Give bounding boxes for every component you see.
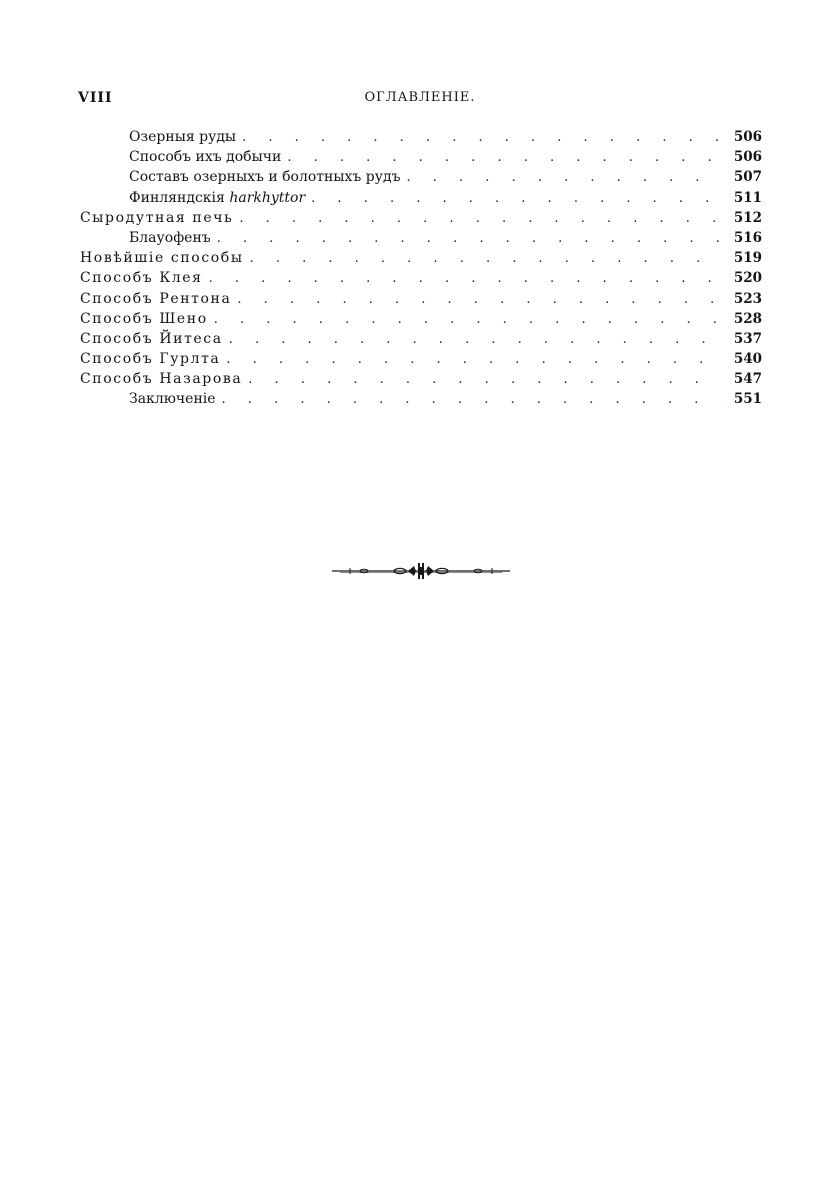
dot-leader: [242, 128, 722, 148]
toc-entry-title: Сыродутная печь: [80, 209, 234, 226]
dot-leader: [237, 290, 722, 310]
toc-entry: [80, 147, 762, 167]
toc-entry-title: Новѣйшіе способы: [80, 250, 244, 267]
toc-entry-page: 523: [733, 290, 762, 307]
toc-entry-title: Способъ Йитеса: [80, 330, 223, 347]
toc-entry: [80, 389, 762, 409]
toc-entry: [80, 248, 762, 268]
toc-entry-page: 540: [733, 351, 762, 368]
toc-entry: [80, 329, 762, 349]
dot-leader: [229, 330, 722, 350]
toc-entry-page: 528: [733, 310, 762, 327]
toc-entry-page: 511: [733, 189, 762, 206]
page-number: VIII: [78, 90, 113, 106]
toc-entry-title: Способъ Назарова: [80, 371, 243, 388]
ornament-rule-icon: [330, 562, 512, 580]
toc-entry-title: Заключеніе: [129, 391, 216, 408]
toc-entry-page: 506: [733, 149, 762, 166]
toc-entry-page: 547: [733, 371, 762, 388]
table-of-contents: [80, 127, 762, 410]
toc-entry-title: Составъ озерныхъ и болотныхъ рудъ: [129, 169, 401, 186]
dot-leader: [407, 168, 722, 188]
toc-entry: [80, 188, 762, 208]
toc-entry-title: Способъ Шено: [80, 310, 208, 327]
toc-entry: [80, 349, 762, 369]
toc-entry-page: 551: [733, 391, 762, 408]
toc-entry: [80, 228, 762, 248]
toc-entry-title-italic: harkhyttor: [229, 189, 306, 206]
dot-leader: [239, 209, 722, 229]
toc-entry-title: Способъ Гурлта: [80, 351, 221, 368]
toc-entry: [80, 309, 762, 329]
toc-entry-page: 516: [733, 229, 762, 246]
toc-entry: [80, 369, 762, 389]
dot-leader: [311, 189, 722, 209]
toc-entry: [80, 289, 762, 309]
page-header: [78, 90, 762, 114]
toc-entry-page: 519: [733, 250, 762, 267]
dot-leader: [250, 249, 722, 269]
toc-entry: [80, 127, 762, 147]
toc-entry-page: 520: [733, 270, 762, 287]
dot-leader: [209, 269, 722, 289]
toc-entry: [80, 208, 762, 228]
toc-entry-page: 506: [733, 129, 762, 145]
running-title: ОГЛАВЛЕНІЕ.: [364, 90, 476, 105]
toc-entry-title: Способъ Рентона: [80, 290, 232, 307]
toc-entry-page: 507: [733, 169, 762, 186]
toc-entry-title: Блауофенъ: [129, 229, 211, 246]
dot-leader: [226, 350, 722, 370]
dot-leader: [222, 390, 722, 410]
toc-entry: [80, 268, 762, 288]
dot-leader: [248, 370, 722, 390]
toc-entry-title: [129, 188, 311, 208]
toc-entry-title: Способъ ихъ добычи: [129, 149, 282, 166]
toc-entry-page: 512: [733, 209, 762, 226]
toc-entry: [80, 167, 762, 187]
toc-entry-title: Озерныя руды: [129, 129, 237, 145]
toc-entry-title: Способъ Клея: [80, 270, 203, 287]
toc-entry-page: 537: [733, 330, 762, 347]
toc-entry-title-text: Финляндскія: [129, 189, 225, 206]
dot-leader: [217, 229, 722, 249]
dot-leader: [287, 148, 722, 168]
dot-leader: [214, 310, 722, 330]
